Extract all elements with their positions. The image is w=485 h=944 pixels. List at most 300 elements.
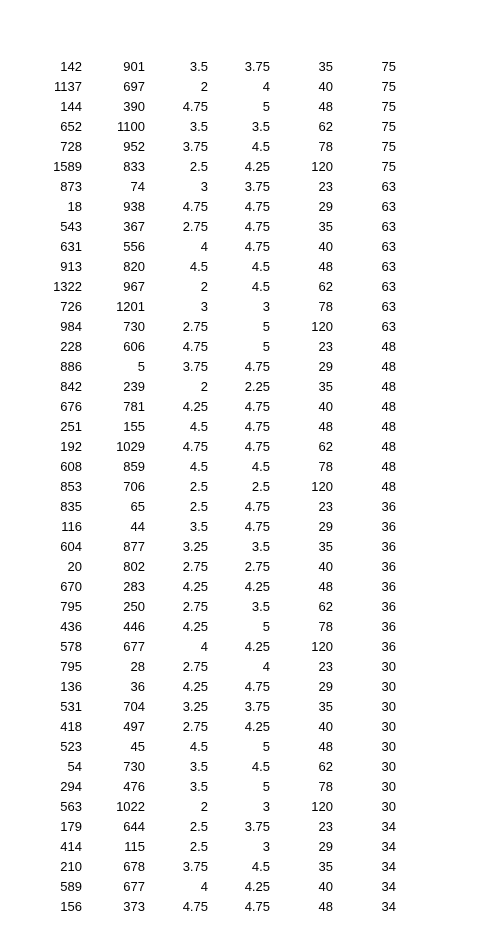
table-row	[0, 817, 485, 837]
table-cell[interactable]: 36	[381, 539, 396, 554]
table-cell[interactable]: 78	[318, 619, 333, 634]
table-cell[interactable]: 75	[381, 139, 396, 154]
table-cell[interactable]: 842	[60, 379, 82, 394]
table-cell[interactable]: 4.75	[244, 679, 270, 694]
table-cell[interactable]: 3.25	[182, 539, 208, 554]
table-row	[0, 237, 485, 257]
table-cell[interactable]: 728	[60, 139, 82, 154]
table-cell[interactable]: 436	[60, 619, 82, 634]
table-cell[interactable]: 3.25	[182, 699, 208, 714]
table-cell[interactable]: 44	[130, 519, 145, 534]
table-cell[interactable]: 29	[318, 519, 333, 534]
table-cell[interactable]: 35	[318, 379, 333, 394]
table-cell[interactable]: 29	[318, 679, 333, 694]
table-cell[interactable]: 30	[381, 659, 396, 674]
table-cell[interactable]: 4.75	[182, 199, 208, 214]
table-cell[interactable]: 1201	[116, 299, 145, 314]
table-cell[interactable]: 367	[123, 219, 145, 234]
table-cell[interactable]: 4.25	[244, 159, 270, 174]
table-row	[0, 57, 485, 77]
table-cell[interactable]: 48	[318, 419, 333, 434]
table-cell[interactable]: 418	[60, 719, 82, 734]
table-row	[0, 517, 485, 537]
table-row	[0, 677, 485, 697]
table-cell[interactable]: 48	[381, 419, 396, 434]
table-cell[interactable]: 2.75	[182, 719, 208, 734]
table-cell[interactable]: 48	[381, 459, 396, 474]
table-cell[interactable]: 4.75	[244, 359, 270, 374]
table-row	[0, 757, 485, 777]
table-cell[interactable]: 78	[318, 459, 333, 474]
table-cell[interactable]: 4.75	[244, 439, 270, 454]
table-cell[interactable]: 283	[123, 579, 145, 594]
table-cell[interactable]: 853	[60, 479, 82, 494]
table-cell[interactable]: 48	[318, 99, 333, 114]
table-cell[interactable]: 877	[123, 539, 145, 554]
table-cell[interactable]: 606	[123, 339, 145, 354]
table-cell[interactable]: 4	[200, 879, 208, 894]
table-cell[interactable]: 4.25	[244, 639, 270, 654]
table-cell[interactable]: 4.75	[244, 419, 270, 434]
table-cell[interactable]: 2.5	[189, 499, 208, 514]
table-cell[interactable]: 30	[381, 719, 396, 734]
table-cell[interactable]: 29	[318, 359, 333, 374]
table-cell[interactable]: 35	[318, 219, 333, 234]
table-cell[interactable]: 4.5	[189, 459, 208, 474]
table-cell[interactable]: 30	[381, 679, 396, 694]
table-cell[interactable]: 45	[130, 739, 145, 754]
table-cell[interactable]: 23	[318, 819, 333, 834]
table-cell[interactable]: 48	[318, 259, 333, 274]
table-cell[interactable]: 697	[123, 79, 145, 94]
table-cell[interactable]: 4.25	[244, 879, 270, 894]
table-cell[interactable]: 3.75	[244, 699, 270, 714]
table-cell[interactable]: 3	[200, 179, 208, 194]
table-cell[interactable]: 48	[381, 479, 396, 494]
table-cell[interactable]: 40	[318, 399, 333, 414]
table-cell[interactable]: 5	[262, 339, 270, 354]
table-cell[interactable]: 251	[60, 419, 82, 434]
table-cell[interactable]: 4.25	[182, 619, 208, 634]
table-cell[interactable]: 35	[318, 59, 333, 74]
table-cell[interactable]: 136	[60, 679, 82, 694]
table-cell[interactable]: 1137	[54, 79, 82, 94]
table-cell[interactable]: 3	[262, 839, 270, 854]
table-cell[interactable]: 239	[123, 379, 145, 394]
table-cell[interactable]: 802	[123, 559, 145, 574]
table-cell[interactable]: 1322	[53, 279, 82, 294]
table-row	[0, 697, 485, 717]
table-cell[interactable]: 62	[318, 439, 333, 454]
table-cell[interactable]: 4.75	[244, 519, 270, 534]
table-cell[interactable]: 63	[381, 239, 396, 254]
table-cell[interactable]: 446	[123, 619, 145, 634]
table-row	[0, 277, 485, 297]
table-cell[interactable]: 390	[123, 99, 145, 114]
table-cell[interactable]: 48	[381, 339, 396, 354]
table-cell[interactable]: 18	[67, 199, 82, 214]
table-row	[0, 357, 485, 377]
table-cell[interactable]: 179	[60, 819, 82, 834]
table-cell[interactable]: 48	[318, 739, 333, 754]
table-cell[interactable]: 294	[60, 779, 82, 794]
table-cell[interactable]: 3.75	[244, 819, 270, 834]
table-cell[interactable]: 984	[60, 319, 82, 334]
table-cell[interactable]: 48	[318, 579, 333, 594]
table-cell[interactable]: 4.75	[244, 239, 270, 254]
table-cell[interactable]: 4.5	[251, 759, 270, 774]
table-row	[0, 317, 485, 337]
table-cell[interactable]: 4.25	[182, 579, 208, 594]
table-cell[interactable]: 228	[60, 339, 82, 354]
table-cell[interactable]: 1589	[53, 159, 82, 174]
table-cell[interactable]: 78	[318, 139, 333, 154]
table-row	[0, 257, 485, 277]
table-cell[interactable]: 2	[200, 379, 208, 394]
table-cell[interactable]: 116	[61, 519, 82, 534]
table-cell[interactable]: 4.75	[244, 899, 270, 914]
table-cell[interactable]: 40	[318, 879, 333, 894]
table-cell[interactable]: 795	[60, 599, 82, 614]
table-cell[interactable]: 120	[311, 639, 333, 654]
table-cell[interactable]: 414	[60, 839, 82, 854]
table-cell[interactable]: 34	[381, 819, 396, 834]
table-cell[interactable]: 938	[123, 199, 145, 214]
table-cell[interactable]: 704	[123, 699, 145, 714]
table-cell[interactable]: 589	[60, 879, 82, 894]
table-cell[interactable]: 3.5	[189, 59, 208, 74]
table-cell[interactable]: 677	[123, 639, 145, 654]
table-cell[interactable]: 3.5	[189, 119, 208, 134]
table-cell[interactable]: 29	[318, 199, 333, 214]
table-cell[interactable]: 835	[60, 499, 82, 514]
table-cell[interactable]: 34	[381, 859, 396, 874]
table-cell[interactable]: 120	[311, 159, 333, 174]
table-cell[interactable]: 631	[60, 239, 82, 254]
table-cell[interactable]: 4.5	[251, 459, 270, 474]
table-row	[0, 557, 485, 577]
table-cell[interactable]: 36	[381, 499, 396, 514]
table-cell[interactable]: 30	[381, 699, 396, 714]
table-row	[0, 197, 485, 217]
table-cell[interactable]: 48	[318, 899, 333, 914]
table-cell[interactable]: 74	[130, 179, 145, 194]
table-cell[interactable]: 48	[381, 359, 396, 374]
table-cell[interactable]: 120	[311, 799, 333, 814]
table-cell[interactable]: 3.75	[244, 179, 270, 194]
table-row	[0, 377, 485, 397]
table-cell[interactable]: 2.75	[182, 319, 208, 334]
table-row	[0, 657, 485, 677]
table-cell[interactable]: 40	[318, 239, 333, 254]
table-cell[interactable]: 3.5	[189, 519, 208, 534]
table-cell[interactable]: 2	[200, 79, 208, 94]
table-cell[interactable]: 5	[262, 319, 270, 334]
table-cell[interactable]: 563	[60, 799, 82, 814]
table-cell[interactable]: 40	[318, 559, 333, 574]
table-row	[0, 797, 485, 817]
table-cell[interactable]: 75	[381, 79, 396, 94]
table-cell[interactable]: 4	[262, 79, 270, 94]
table-cell[interactable]: 4.75	[182, 99, 208, 114]
table-cell[interactable]: 523	[60, 739, 82, 754]
table-cell[interactable]: 36	[381, 519, 396, 534]
table-cell[interactable]: 48	[381, 439, 396, 454]
table-cell[interactable]: 75	[381, 119, 396, 134]
table-cell[interactable]: 2.5	[189, 479, 208, 494]
table-cell[interactable]: 36	[381, 599, 396, 614]
table-cell[interactable]: 63	[381, 259, 396, 274]
table-cell[interactable]: 36	[381, 559, 396, 574]
table-cell[interactable]: 63	[381, 319, 396, 334]
table-cell[interactable]: 2.75	[182, 559, 208, 574]
table-cell[interactable]: 5	[137, 359, 145, 374]
table-cell[interactable]: 23	[318, 499, 333, 514]
table-cell[interactable]: 670	[60, 579, 82, 594]
table-cell[interactable]: 678	[123, 859, 145, 874]
table-cell[interactable]: 23	[318, 659, 333, 674]
table-cell[interactable]: 63	[381, 199, 396, 214]
table-row	[0, 637, 485, 657]
table-cell[interactable]: 48	[381, 399, 396, 414]
table-cell[interactable]: 4.25	[244, 579, 270, 594]
table-cell[interactable]: 1100	[117, 119, 145, 134]
table-row	[0, 177, 485, 197]
table-row	[0, 397, 485, 417]
table-cell[interactable]: 4.5	[189, 419, 208, 434]
table-cell[interactable]: 2.75	[182, 599, 208, 614]
table-cell[interactable]: 833	[123, 159, 145, 174]
table-cell[interactable]: 75	[381, 59, 396, 74]
table-cell[interactable]: 54	[67, 759, 82, 774]
table-cell[interactable]: 48	[381, 379, 396, 394]
table-cell[interactable]: 30	[381, 799, 396, 814]
table-cell[interactable]: 2.75	[182, 219, 208, 234]
table-cell[interactable]: 543	[60, 219, 82, 234]
table-cell[interactable]: 23	[318, 179, 333, 194]
table-cell[interactable]: 62	[318, 599, 333, 614]
table-cell[interactable]: 608	[60, 459, 82, 474]
table-cell[interactable]: 36	[130, 679, 145, 694]
table-cell[interactable]: 142	[60, 59, 82, 74]
table-cell[interactable]: 30	[381, 759, 396, 774]
table-cell[interactable]: 3.75	[182, 139, 208, 154]
table-cell[interactable]: 250	[123, 599, 145, 614]
table-row	[0, 717, 485, 737]
table-cell[interactable]: 4.75	[244, 219, 270, 234]
table-cell[interactable]: 62	[318, 119, 333, 134]
table-cell[interactable]: 4	[200, 239, 208, 254]
table-cell[interactable]: 3.5	[251, 539, 270, 554]
table-cell[interactable]: 2.75	[182, 659, 208, 674]
table-cell[interactable]: 5	[262, 739, 270, 754]
table-cell[interactable]: 3.5	[189, 759, 208, 774]
table-cell[interactable]: 476	[123, 779, 145, 794]
table-row	[0, 137, 485, 157]
table-cell[interactable]: 2.75	[244, 559, 270, 574]
table-cell[interactable]: 531	[60, 699, 82, 714]
table-cell[interactable]: 952	[123, 139, 145, 154]
table-cell[interactable]: 2.5	[189, 819, 208, 834]
table-cell[interactable]: 29	[318, 839, 333, 854]
table-cell[interactable]: 4.75	[244, 199, 270, 214]
table-cell[interactable]: 40	[318, 79, 333, 94]
table-cell[interactable]: 2.5	[189, 839, 208, 854]
table-row	[0, 837, 485, 857]
table-cell[interactable]: 4.5	[189, 739, 208, 754]
table-row	[0, 897, 485, 917]
table-cell[interactable]: 730	[123, 319, 145, 334]
table-cell[interactable]: 2.25	[244, 379, 270, 394]
table-cell[interactable]: 36	[381, 639, 396, 654]
table-cell[interactable]: 63	[381, 179, 396, 194]
table-cell[interactable]: 2.5	[189, 159, 208, 174]
table-cell[interactable]: 730	[123, 759, 145, 774]
table-cell[interactable]: 820	[123, 259, 145, 274]
table-cell[interactable]: 4	[200, 639, 208, 654]
table-cell[interactable]: 726	[60, 299, 82, 314]
table-cell[interactable]: 20	[67, 559, 82, 574]
table-cell[interactable]: 4	[262, 659, 270, 674]
table-cell[interactable]: 2	[200, 279, 208, 294]
table-row	[0, 537, 485, 557]
table-cell[interactable]: 210	[60, 859, 82, 874]
spreadsheet-grid	[0, 57, 485, 917]
table-cell[interactable]: 120	[311, 479, 333, 494]
table-cell[interactable]: 3.5	[251, 599, 270, 614]
table-cell[interactable]: 3.5	[251, 119, 270, 134]
table-row	[0, 337, 485, 357]
table-cell[interactable]: 30	[381, 779, 396, 794]
table-cell[interactable]: 63	[381, 219, 396, 234]
table-cell[interactable]: 35	[318, 859, 333, 874]
table-cell[interactable]: 2.5	[251, 479, 270, 494]
table-cell[interactable]: 115	[124, 839, 145, 854]
table-cell[interactable]: 35	[318, 699, 333, 714]
table-row	[0, 477, 485, 497]
table-row	[0, 457, 485, 477]
table-cell[interactable]: 5	[262, 619, 270, 634]
table-cell[interactable]: 4.25	[182, 399, 208, 414]
table-cell[interactable]: 4.5	[251, 859, 270, 874]
table-cell[interactable]: 886	[60, 359, 82, 374]
table-cell[interactable]: 4.25	[182, 679, 208, 694]
table-cell[interactable]: 156	[60, 899, 82, 914]
table-cell[interactable]: 706	[123, 479, 145, 494]
table-cell[interactable]: 78	[318, 779, 333, 794]
table-cell[interactable]: 30	[381, 739, 396, 754]
table-cell[interactable]: 120	[311, 319, 333, 334]
table-cell[interactable]: 4.75	[182, 339, 208, 354]
table-cell[interactable]: 40	[318, 719, 333, 734]
table-row	[0, 497, 485, 517]
table-row	[0, 577, 485, 597]
table-row	[0, 217, 485, 237]
table-cell[interactable]: 62	[318, 759, 333, 774]
table-cell[interactable]: 781	[123, 399, 145, 414]
table-cell[interactable]: 652	[60, 119, 82, 134]
table-cell[interactable]: 3.5	[189, 779, 208, 794]
table-cell[interactable]: 4.75	[182, 899, 208, 914]
table-cell[interactable]: 4.75	[244, 399, 270, 414]
table-cell[interactable]: 78	[318, 299, 333, 314]
table-cell[interactable]: 62	[318, 279, 333, 294]
table-cell[interactable]: 4.75	[244, 499, 270, 514]
table-cell[interactable]: 604	[60, 539, 82, 554]
table-cell[interactable]: 75	[381, 99, 396, 114]
table-cell[interactable]: 2	[200, 799, 208, 814]
table-cell[interactable]: 34	[381, 899, 396, 914]
table-cell[interactable]: 4.75	[182, 439, 208, 454]
table-cell[interactable]: 873	[60, 179, 82, 194]
table-cell[interactable]: 1029	[116, 439, 145, 454]
table-cell[interactable]: 3.75	[182, 859, 208, 874]
table-cell[interactable]: 677	[123, 879, 145, 894]
table-row	[0, 777, 485, 797]
table-cell[interactable]: 373	[123, 899, 145, 914]
table-cell[interactable]: 36	[381, 579, 396, 594]
table-cell[interactable]: 3	[262, 799, 270, 814]
table-cell[interactable]: 5	[262, 779, 270, 794]
table-cell[interactable]: 901	[123, 59, 145, 74]
table-cell[interactable]: 3	[200, 299, 208, 314]
table-cell[interactable]: 3	[262, 299, 270, 314]
table-cell[interactable]: 795	[60, 659, 82, 674]
table-cell[interactable]: 1022	[116, 799, 145, 814]
table-row	[0, 297, 485, 317]
table-row	[0, 597, 485, 617]
table-cell[interactable]: 144	[60, 99, 82, 114]
table-cell[interactable]: 75	[381, 159, 396, 174]
table-cell[interactable]: 63	[381, 279, 396, 294]
table-cell[interactable]: 36	[381, 619, 396, 634]
table-cell[interactable]: 34	[381, 879, 396, 894]
table-cell[interactable]: 497	[123, 719, 145, 734]
table-cell[interactable]: 556	[123, 239, 145, 254]
table-cell[interactable]: 676	[60, 399, 82, 414]
table-row	[0, 737, 485, 757]
table-cell[interactable]: 644	[123, 819, 145, 834]
table-cell[interactable]: 3.75	[244, 59, 270, 74]
table-cell[interactable]: 155	[123, 419, 145, 434]
table-row	[0, 437, 485, 457]
table-cell[interactable]: 65	[130, 499, 145, 514]
table-cell[interactable]: 4.5	[251, 279, 270, 294]
table-row	[0, 617, 485, 637]
table-row	[0, 77, 485, 97]
table-cell[interactable]: 967	[123, 279, 145, 294]
table-cell[interactable]: 578	[60, 639, 82, 654]
table-cell[interactable]: 5	[262, 99, 270, 114]
table-row	[0, 857, 485, 877]
table-cell[interactable]: 4.5	[251, 259, 270, 274]
table-row	[0, 117, 485, 137]
table-cell[interactable]: 4.5	[251, 139, 270, 154]
table-cell[interactable]: 35	[318, 539, 333, 554]
table-row	[0, 157, 485, 177]
table-row	[0, 97, 485, 117]
table-cell[interactable]: 3.75	[182, 359, 208, 374]
table-cell[interactable]: 28	[130, 659, 145, 674]
table-cell[interactable]: 913	[60, 259, 82, 274]
table-cell[interactable]: 4.25	[244, 719, 270, 734]
table-cell[interactable]: 34	[381, 839, 396, 854]
table-cell[interactable]: 859	[123, 459, 145, 474]
table-cell[interactable]: 63	[381, 299, 396, 314]
table-cell[interactable]: 192	[60, 439, 82, 454]
table-cell[interactable]: 23	[318, 339, 333, 354]
table-cell[interactable]: 4.5	[189, 259, 208, 274]
